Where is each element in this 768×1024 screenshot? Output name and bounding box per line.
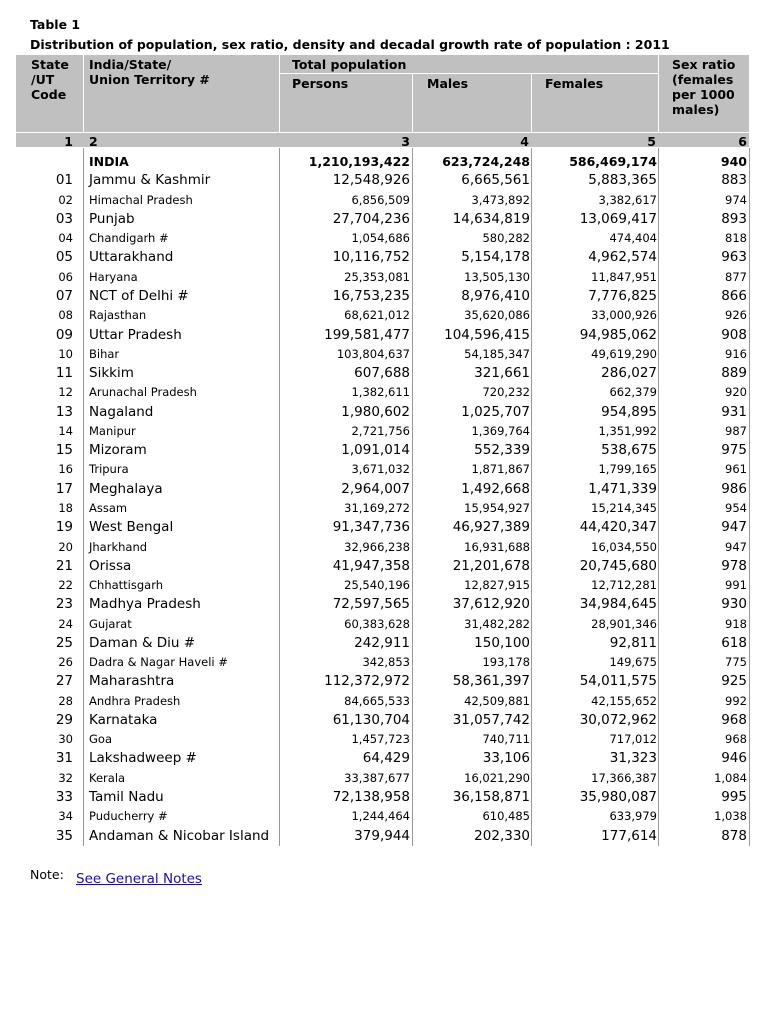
state-name: Jharkhand: [89, 539, 148, 554]
table-row: [0, 190, 768, 209]
males-value: 580,282: [482, 231, 530, 246]
sex-ratio-value: 974: [725, 192, 747, 207]
males-value: 610,485: [482, 809, 530, 824]
state-name: NCT of Delhi #: [89, 288, 189, 304]
persons-value: 1,457,723: [351, 732, 410, 747]
males-value: 15,954,927: [464, 500, 530, 515]
note-label: Note:: [30, 867, 64, 882]
state-code: 28: [58, 693, 73, 708]
state-name: Nagaland: [89, 403, 154, 420]
sex-ratio-value: 1,084: [714, 770, 747, 785]
females-value: 35,980,087: [579, 789, 657, 806]
sex-ratio-value: 918: [725, 616, 747, 631]
females-value: 13,069,417: [579, 210, 657, 227]
column-number-6: 6: [738, 134, 747, 149]
males-value: 31,482,282: [464, 616, 530, 631]
state-code: [16, 152, 73, 171]
state-name: Dadra & Nagar Haveli #: [89, 655, 228, 670]
males-value: 720,232: [482, 385, 530, 400]
state-name: Uttarakhand: [89, 249, 174, 266]
state-name: Kerala: [89, 770, 126, 785]
sex-ratio-value: 893: [721, 210, 747, 227]
table-row: [0, 479, 768, 498]
females-value: 4,962,574: [588, 249, 657, 266]
sex-ratio-value: 883: [721, 172, 747, 189]
persons-value: 112,372,972: [324, 673, 410, 690]
sex-ratio-value: 920: [725, 385, 747, 400]
table-row: [0, 383, 768, 402]
sex-ratio-value: 908: [721, 326, 747, 343]
state-name: Madhya Pradesh: [89, 596, 201, 613]
males-value: 42,509,881: [464, 693, 530, 708]
state-code: 03: [55, 210, 73, 227]
females-value: 286,027: [601, 365, 657, 382]
state-code: 04: [58, 231, 73, 246]
persons-value: 27,704,236: [332, 210, 410, 227]
persons-value: 2,721,756: [351, 423, 410, 438]
males-value: 623,724,248: [442, 153, 530, 169]
sex-ratio-value: 618: [721, 634, 747, 651]
sex-ratio-value: 940: [720, 153, 747, 169]
state-name: INDIA: [89, 153, 129, 169]
state-name: Jammu & Kashmir: [89, 172, 211, 189]
persons-value: 60,383,628: [344, 616, 410, 631]
persons-value: 1,210,193,422: [308, 153, 410, 169]
females-value: 30,072,962: [579, 711, 657, 728]
table-row: [0, 286, 768, 305]
females-value: 28,901,346: [591, 616, 657, 631]
column-number-1: 1: [64, 134, 73, 149]
state-code: 12: [58, 385, 73, 400]
sex-ratio-value: 991: [725, 578, 747, 593]
sex-ratio-value: 995: [721, 789, 747, 806]
sex-ratio-value: 818: [725, 231, 747, 246]
state-name: Tripura: [89, 462, 129, 477]
males-value: 104,596,415: [444, 326, 530, 343]
persons-value: 32,966,238: [344, 539, 410, 554]
males-value: 36,158,871: [452, 789, 530, 806]
state-code: 21: [55, 557, 73, 574]
table-row: [0, 325, 768, 344]
state-code: 30: [58, 732, 73, 747]
males-value: 37,612,920: [452, 596, 530, 613]
table-row: [0, 152, 768, 171]
state-code: 06: [58, 269, 73, 284]
females-value: 474,404: [609, 231, 657, 246]
state-name: Rajasthan: [89, 308, 147, 323]
persons-value: 607,688: [354, 365, 410, 382]
females-value: 633,979: [609, 809, 657, 824]
persons-value: 33,387,677: [344, 770, 410, 785]
males-value: 5,154,178: [461, 249, 530, 266]
females-value: 177,614: [601, 827, 657, 844]
state-name: Sikkim: [89, 365, 134, 382]
females-value: 954,895: [601, 403, 657, 420]
males-value: 150,100: [474, 634, 530, 651]
persons-value: 84,665,533: [344, 693, 410, 708]
state-code: 02: [58, 192, 73, 207]
state-name: West Bengal: [89, 519, 174, 536]
state-name: Daman & Diu #: [89, 634, 196, 651]
sex-ratio-value: 925: [721, 673, 747, 690]
females-value: 1,799,165: [598, 462, 657, 477]
header-females: Females: [545, 76, 604, 91]
sex-ratio-value: 916: [725, 346, 747, 361]
males-value: 8,976,410: [461, 288, 530, 304]
males-value: 31,057,742: [452, 711, 530, 728]
males-value: 12,827,915: [464, 578, 530, 593]
persons-value: 61,130,704: [332, 711, 410, 728]
table-row: [0, 537, 768, 556]
females-value: 17,366,387: [591, 770, 657, 785]
females-value: 31,323: [609, 750, 657, 767]
sex-ratio-value: 975: [721, 442, 747, 459]
sex-ratio-value: 986: [721, 480, 747, 497]
table-row: [0, 710, 768, 729]
persons-value: 342,853: [362, 655, 410, 670]
females-value: 15,214,345: [591, 500, 657, 515]
state-code: 10: [58, 346, 73, 361]
table-row: [0, 807, 768, 826]
state-name: Goa: [89, 732, 112, 747]
persons-value: 25,353,081: [344, 269, 410, 284]
table-row: [0, 749, 768, 768]
persons-value: 1,244,464: [351, 809, 410, 824]
state-name: Punjab: [89, 210, 135, 227]
persons-value: 6,856,509: [351, 192, 410, 207]
sex-ratio-value: 947: [721, 519, 747, 536]
females-value: 20,745,680: [579, 557, 657, 574]
state-code: 07: [55, 288, 73, 304]
header-sex-ratio: Sex ratio (females per 1000 males): [672, 57, 736, 117]
sex-ratio-value: 946: [721, 750, 747, 767]
males-value: 58,361,397: [452, 673, 530, 690]
males-value: 321,661: [474, 365, 530, 382]
sex-ratio-value: 926: [725, 308, 747, 323]
females-value: 717,012: [609, 732, 657, 747]
females-value: 662,379: [609, 385, 657, 400]
state-code: 01: [55, 172, 73, 189]
state-code: 33: [55, 789, 73, 806]
header-code: State /UT Code: [31, 57, 69, 102]
sex-ratio-value: 889: [721, 365, 747, 382]
persons-value: 379,944: [354, 827, 410, 844]
state-name: Uttar Pradesh: [89, 326, 182, 343]
persons-value: 1,091,014: [341, 442, 410, 459]
state-name: Bihar: [89, 346, 120, 361]
males-value: 1,025,707: [461, 403, 530, 420]
males-value: 35,620,086: [464, 308, 530, 323]
table-row: [0, 614, 768, 633]
state-code: 19: [55, 519, 73, 536]
state-code: 17: [55, 480, 73, 497]
sex-ratio-value: 878: [721, 827, 747, 844]
state-code: 11: [55, 365, 73, 382]
state-code: 29: [55, 711, 73, 728]
table-row: [0, 363, 768, 382]
sex-ratio-value: 947: [725, 539, 747, 554]
persons-value: 1,980,602: [341, 403, 410, 420]
persons-value: 31,169,272: [344, 500, 410, 515]
sex-ratio-value: 968: [721, 711, 747, 728]
persons-value: 68,621,012: [344, 308, 410, 323]
persons-value: 16,753,235: [332, 288, 410, 304]
state-code: 22: [58, 578, 73, 593]
persons-value: 72,597,565: [332, 596, 410, 613]
table-row: [0, 171, 768, 190]
sex-ratio-value: 968: [725, 732, 747, 747]
females-value: 149,675: [609, 655, 657, 670]
state-name: Haryana: [89, 269, 138, 284]
table-row: [0, 306, 768, 325]
table-row: [0, 209, 768, 228]
table-row: [0, 633, 768, 652]
males-value: 16,931,688: [464, 539, 530, 554]
table-row: [0, 460, 768, 479]
persons-value: 2,964,007: [341, 480, 410, 497]
males-value: 13,505,130: [464, 269, 530, 284]
state-code: 15: [55, 442, 73, 459]
males-value: 1,369,764: [471, 423, 530, 438]
state-name: Puducherry #: [89, 809, 168, 824]
persons-value: 199,581,477: [324, 326, 410, 343]
table-row: [0, 787, 768, 806]
table-row: [0, 672, 768, 691]
males-value: 21,201,678: [452, 557, 530, 574]
males-value: 54,185,347: [464, 346, 530, 361]
table-row: [0, 441, 768, 460]
females-value: 5,883,365: [588, 172, 657, 189]
females-value: 94,985,062: [579, 326, 657, 343]
state-code: 23: [55, 596, 73, 613]
table-row: [0, 248, 768, 267]
state-name: Karnataka: [89, 711, 158, 728]
header-total-population: Total population: [292, 57, 407, 72]
header-males: Males: [427, 76, 469, 91]
table-row: [0, 229, 768, 248]
table-row: [0, 402, 768, 421]
persons-value: 41,947,358: [332, 557, 410, 574]
females-value: 7,776,825: [588, 288, 657, 304]
header-persons: Persons: [292, 76, 349, 91]
sex-ratio-value: 954: [725, 500, 747, 515]
table-row: [0, 498, 768, 517]
state-code: 09: [55, 326, 73, 343]
table-caption: Distribution of population, sex ratio, density and decadal growth rate of population : 2011: [30, 37, 670, 52]
table-row: [0, 421, 768, 440]
state-code: 20: [58, 539, 73, 554]
females-value: 92,811: [609, 634, 657, 651]
state-code: 32: [58, 770, 73, 785]
state-code: 31: [55, 750, 73, 767]
sex-ratio-value: 963: [721, 249, 747, 266]
table-row: [0, 653, 768, 672]
state-name: Himachal Pradesh: [89, 192, 193, 207]
males-value: 1,871,867: [471, 462, 530, 477]
sex-ratio-value: 992: [725, 693, 747, 708]
table-row: [0, 595, 768, 614]
state-code: 25: [55, 634, 73, 651]
females-value: 34,984,645: [579, 596, 657, 613]
column-number-5: 5: [647, 134, 656, 149]
sex-ratio-value: 1,038: [714, 809, 747, 824]
state-code: 13: [55, 403, 73, 420]
persons-value: 64,429: [362, 750, 410, 767]
table-row: [0, 575, 768, 594]
persons-value: 12,548,926: [332, 172, 410, 189]
females-value: 49,619,290: [591, 346, 657, 361]
sex-ratio-value: 961: [725, 462, 747, 477]
females-value: 586,469,174: [569, 153, 657, 169]
persons-value: 10,116,752: [332, 249, 410, 266]
table-row: [0, 344, 768, 363]
persons-value: 91,347,736: [332, 519, 410, 536]
column-number-3: 3: [401, 134, 410, 149]
females-value: 1,471,339: [588, 480, 657, 497]
state-name: Mizoram: [89, 442, 147, 459]
state-name: Andaman & Nicobar Island: [89, 827, 270, 844]
state-name: Assam: [89, 500, 128, 515]
table-row: [0, 691, 768, 710]
table-row: [0, 518, 768, 537]
males-value: 740,711: [482, 732, 530, 747]
state-code: 26: [58, 655, 73, 670]
sex-ratio-value: 931: [721, 403, 747, 420]
table-row: [0, 826, 768, 845]
state-name: Maharashtra: [89, 673, 175, 690]
females-value: 54,011,575: [579, 673, 657, 690]
sex-ratio-value: 987: [725, 423, 747, 438]
persons-value: 3,671,032: [351, 462, 410, 477]
males-value: 193,178: [482, 655, 530, 670]
sex-ratio-value: 978: [721, 557, 747, 574]
state-code: 05: [55, 249, 73, 266]
state-name: Arunachal Pradesh: [89, 385, 197, 400]
general-notes-link[interactable]: See General Notes: [76, 871, 202, 887]
state-code: 16: [58, 462, 73, 477]
persons-value: 25,540,196: [344, 578, 410, 593]
state-name: Andhra Pradesh: [89, 693, 181, 708]
females-value: 33,000,926: [591, 308, 657, 323]
state-code: 18: [58, 500, 73, 515]
header-name: India/State/ Union Territory #: [89, 57, 210, 87]
state-code: 24: [58, 616, 73, 631]
persons-value: 1,054,686: [351, 231, 410, 246]
table-label: Table 1: [30, 17, 81, 32]
state-name: Chandigarh #: [89, 231, 169, 246]
males-value: 1,492,668: [461, 480, 530, 497]
persons-value: 242,911: [354, 634, 410, 651]
sex-ratio-value: 775: [725, 655, 747, 670]
persons-value: 103,804,637: [336, 346, 410, 361]
table-row: [0, 768, 768, 787]
males-value: 552,339: [474, 442, 530, 459]
females-value: 42,155,652: [591, 693, 657, 708]
sex-ratio-value: 930: [721, 596, 747, 613]
males-value: 3,473,892: [471, 192, 530, 207]
state-name: Manipur: [89, 423, 136, 438]
females-value: 3,382,617: [598, 192, 657, 207]
females-value: 12,712,281: [591, 578, 657, 593]
females-value: 1,351,992: [598, 423, 657, 438]
males-value: 14,634,819: [452, 210, 530, 227]
state-name: Lakshadweep #: [89, 750, 197, 767]
males-value: 46,927,389: [452, 519, 530, 536]
females-value: 44,420,347: [579, 519, 657, 536]
table-row: [0, 730, 768, 749]
females-value: 16,034,550: [591, 539, 657, 554]
males-value: 6,665,561: [461, 172, 530, 189]
sex-ratio-value: 866: [721, 288, 747, 304]
state-code: 14: [58, 423, 73, 438]
state-name: Tamil Nadu: [89, 789, 164, 806]
females-value: 11,847,951: [591, 269, 657, 284]
state-code: 08: [58, 308, 73, 323]
persons-value: 72,138,958: [332, 789, 410, 806]
males-value: 16,021,290: [464, 770, 530, 785]
state-code: 35: [55, 827, 73, 844]
state-name: Gujarat: [89, 616, 132, 631]
state-name: Orissa: [89, 557, 132, 574]
table-row: [0, 267, 768, 286]
sex-ratio-value: 877: [725, 269, 747, 284]
state-name: Meghalaya: [89, 480, 163, 497]
table-row: [0, 556, 768, 575]
males-value: 202,330: [474, 827, 530, 844]
state-code: 34: [58, 809, 73, 824]
males-value: 33,106: [482, 750, 530, 767]
females-value: 538,675: [601, 442, 657, 459]
persons-value: 1,382,611: [351, 385, 410, 400]
state-name: Chhattisgarh: [89, 578, 164, 593]
column-number-2: 2: [89, 134, 98, 149]
state-code: 27: [55, 673, 73, 690]
column-number-4: 4: [520, 134, 529, 149]
